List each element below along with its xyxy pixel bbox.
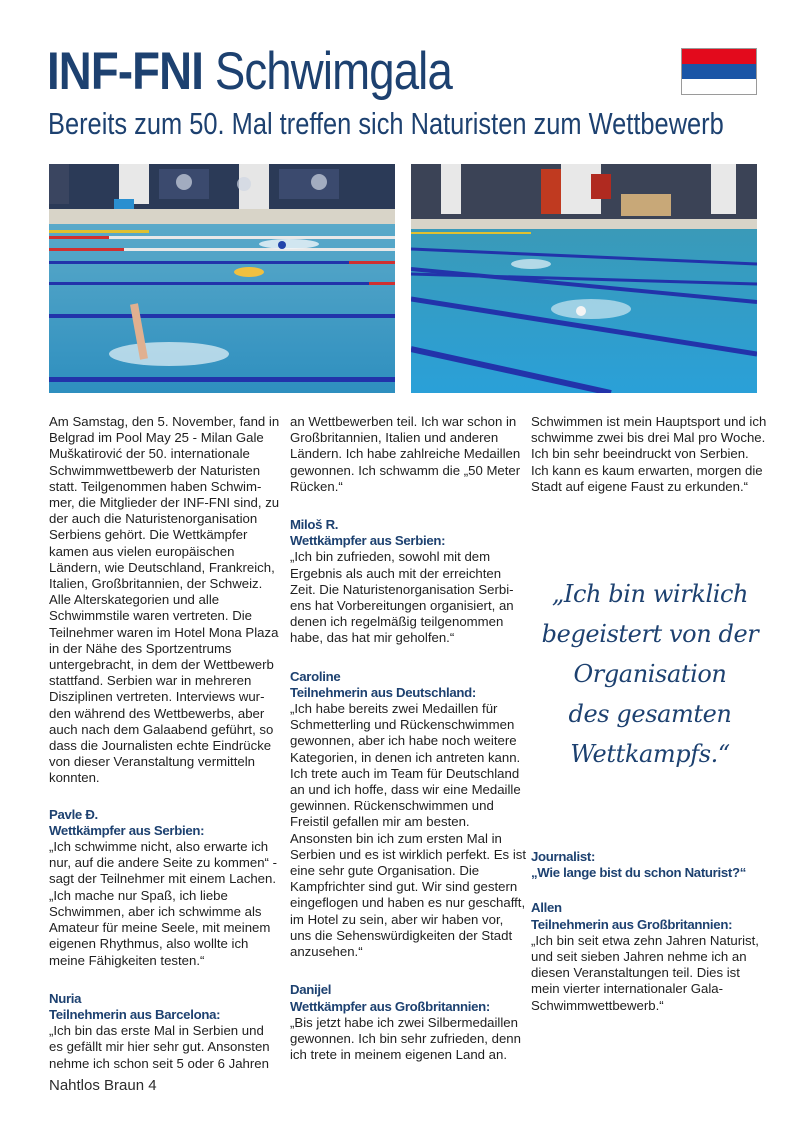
interview-quote: „Ich schwimme nicht, also erwarte ich nur, auf die andere Seite zu kommen“ - sagt der Teilnehmer mit einem Lachen. „Ich mache nur Spaß, ich liebe Schwimmen, aber ich schwimme als Amateur für meine Seele, mit meinem eigenen Rhythmus, also wollte ich meine Fähigkeiten testen.“ bbox=[49, 839, 277, 968]
interviewee-role: Wettkämpfer aus Serbien: bbox=[290, 533, 446, 549]
interviewee-name: Allen bbox=[531, 900, 562, 916]
interviewee-name: Nuria bbox=[49, 990, 82, 1006]
journalist-label: Journalist: bbox=[531, 849, 596, 864]
journalist-question-text: „Wie lange bist du schon Naturist?“ bbox=[531, 865, 747, 881]
pull-quote-line: des gesamten bbox=[568, 700, 732, 728]
interview-quote-continued: Schwimmen ist mein Hauptsport und ich schwimme zwei bis drei Mal pro Woche. Ich bin sehr beeindruckt von Serbien. Ich kann es kaum erwarten, morgen die Stadt auf eigene Faust zu erkunden.“ bbox=[531, 414, 767, 494]
flag-stripe-white bbox=[682, 79, 756, 94]
interviewee-name: Pavle Đ. bbox=[49, 806, 98, 822]
interview-quote: „Ich bin das erste Mal in Serbien und es gefällt mir hier sehr gut. Ansonsten nehme ich schon seit 5 oder 6 Jahren bbox=[49, 1023, 270, 1071]
interviewee-role: Teilnehmerin aus Deutschland: bbox=[290, 684, 476, 700]
interview-nuria bbox=[49, 991, 281, 1072]
interviewee-name: Miloš R. bbox=[290, 517, 339, 533]
interview-pavle bbox=[49, 807, 281, 969]
swimming-pool-photo-lanes bbox=[411, 164, 757, 393]
title-light: Schwimgala bbox=[203, 42, 452, 101]
interview-quote: „Bis jetzt habe ich zwei Silbermedaillen gewonnen. Ich bin sehr zufrieden, denn ich trete in meinem eigenen Land an. bbox=[290, 1014, 521, 1063]
article-column-2 bbox=[290, 414, 526, 1063]
interview-danijel bbox=[290, 982, 526, 1063]
pull-quote-line: Wettkampfs.“ bbox=[570, 740, 730, 768]
interview-allen bbox=[531, 900, 767, 1013]
article-title bbox=[47, 44, 452, 100]
interview-quote: „Ich bin zufrieden, sowohl mit dem Ergebnis als auch mit der erreichten Zeit. Die Naturistenorganisation Serbiens hat Vorbereitungen organisiert, an denen ich regelmäßig teilgenommen habe, das hat mir geholfen.“ bbox=[290, 549, 514, 646]
interview-quote-continued: an Wettbewerben teil. Ich war schon in Großbritannien, Italien und anderen Ländern. Ich habe zahlreiche Medaillen gewonnen. Ich schwamm die „50 Meter Rücken.“ bbox=[290, 414, 521, 494]
swimming-pool-photo-backstroke bbox=[49, 164, 395, 393]
interviewee-name: Caroline bbox=[290, 668, 341, 684]
page-footer: Nahtlos Braun 4 bbox=[49, 1077, 157, 1094]
article-column-1 bbox=[49, 414, 281, 1072]
flag-stripe-red bbox=[682, 49, 756, 64]
pull-quote-line: Organisation bbox=[573, 660, 727, 688]
pull-quote-line: begeistert von der bbox=[541, 620, 759, 648]
intro-paragraph: Am Samstag, den 5. November, fand in Belgrad im Pool May 25 - Milan Gale Muškatirović der 50. internationale Schwimmwettbewerb der Naturisten statt. Teilgenommen haben Schwimmer, die Mitglieder der INF-FNI sind, zu der auch die Naturistenorganisation Serbiens gehört. Die Wettkämpfer kamen aus vielen europäischen Ländern, wie Deutschland, Frankreich, Italien, Großbritannien, der Schweiz. Alle Alterskategorien und alle Schwimmstile waren vertreten. Die Teilnehmer waren im Hotel Mona Plaza in der Nähe des Sportzentrums untergebracht, in dem der Wettbewerb stattfand. Serbien war in mehreren Disziplinen vertreten. Interviews wurden während des Wettbewerbs, aber auch nach dem Galaabend geführt, so dass die Journalisten echte Eindrücke von dieser Veranstaltung vermitteln konnten. bbox=[49, 414, 280, 786]
article-column-3 bbox=[531, 414, 767, 495]
interviewee-role: Wettkämpfer aus Großbritannien: bbox=[290, 998, 491, 1014]
title-bold: INF-FNI bbox=[47, 42, 204, 101]
pull-quote-line: „Ich bin wirklich bbox=[551, 580, 749, 608]
interviewee-role: Teilnehmerin aus Großbritannien: bbox=[531, 916, 733, 932]
interview-milos bbox=[290, 517, 526, 647]
serbia-flag-icon bbox=[681, 48, 757, 95]
interview-quote: „Ich habe bereits zwei Medaillen für Schmetterling und Rückenschwimmen gewonnen, aber ich habe noch weitere Kategorien, in denen ich antreten kann. Ich trete auch im Team für Deutschland an und ich hoffe, dass wir eine Medaille gewinnen. Rückenschwimmen und Freistil gefallen mir am besten. Ansonsten bin ich zum ersten Mal in Serbien und es ist wirklich perfekt. Es ist eine sehr gute Organisation. Die Kampfrichter sind gut. Wir sind gestern eingeflogen und haben es nur geschafft, im Hotel zu sein, aber wir haben vor, uns die Sehenswürdigkeiten der Stadt anzusehen.“ bbox=[290, 701, 527, 960]
journalist-question bbox=[531, 849, 767, 881]
interviewee-role: Wettkämpfer aus Serbien: bbox=[49, 822, 205, 838]
interview-quote: „Ich bin seit etwa zehn Jahren Naturist, und seit sieben Jahren nehme ich an diesen Veranstaltungen teil. Dies ist mein vierter internationaler Gala-Schwimmwettbewerb.“ bbox=[531, 932, 759, 1013]
flag-stripe-blue bbox=[682, 64, 756, 79]
interviewee-name: Danijel bbox=[290, 982, 332, 998]
interview-caroline bbox=[290, 669, 526, 961]
interviewee-role: Teilnehmerin aus Barcelona: bbox=[49, 1006, 221, 1022]
article-column-3-bottom bbox=[531, 849, 767, 1014]
pull-quote bbox=[540, 574, 760, 774]
article-subtitle: Bereits zum 50. Mal treffen sich Naturisten zum Wettbewerb bbox=[48, 106, 724, 141]
